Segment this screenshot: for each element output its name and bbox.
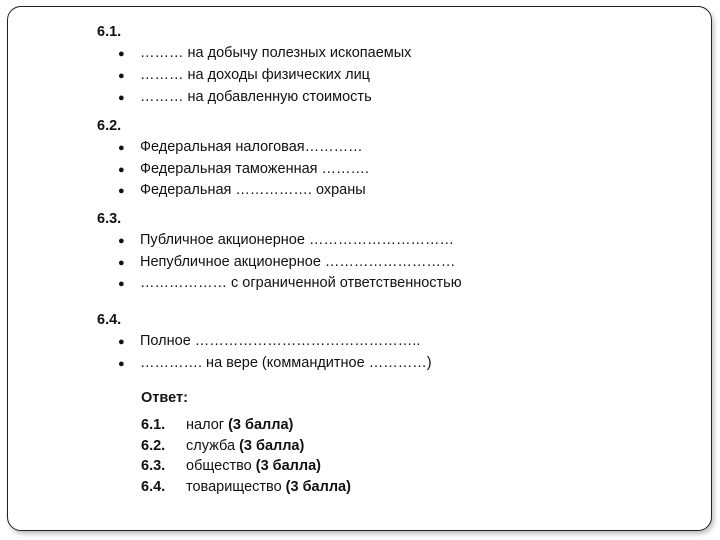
item-text: Полное ……………………………………….. xyxy=(140,333,421,349)
bullet-icon: ● xyxy=(118,164,125,176)
item-text: Федеральная налоговая………… xyxy=(140,139,363,155)
answer-points: (3 балла) xyxy=(228,417,294,433)
answer-points: (3 балла) xyxy=(255,458,321,474)
answer-row xyxy=(141,417,293,433)
bullet-icon: ● xyxy=(118,48,125,60)
list-item xyxy=(118,182,366,198)
item-text: Публичное акционерное ………………………… xyxy=(140,232,454,248)
item-text: ……… на добычу полезных ископаемых xyxy=(140,45,412,61)
list-item xyxy=(118,275,462,291)
item-text: ……………… с ограниченной ответственностью xyxy=(140,275,462,291)
answer-points: (3 балла) xyxy=(285,479,351,495)
list-item xyxy=(118,161,369,177)
bullet-icon: ● xyxy=(118,185,125,197)
list-item xyxy=(118,89,372,105)
section-heading: 6.3. xyxy=(97,211,122,227)
bullet-icon: ● xyxy=(118,358,125,370)
item-text: ……… на добавленную стоимость xyxy=(140,89,372,105)
list-item xyxy=(118,254,455,270)
bullet-icon: ● xyxy=(118,257,125,269)
item-text: …………. на вере (коммандитное …………) xyxy=(140,355,432,371)
bullet-icon: ● xyxy=(118,142,125,154)
list-item xyxy=(118,67,370,83)
section-heading: 6.4. xyxy=(97,312,122,328)
answer-number: 6.1. xyxy=(141,417,166,433)
answer-word: налог xyxy=(186,417,225,433)
answer-title: Ответ: xyxy=(141,390,188,406)
answer-word: общество xyxy=(186,458,252,474)
section-heading: 6.1. xyxy=(97,24,122,40)
answer-row xyxy=(141,479,351,495)
list-item xyxy=(118,139,363,155)
answer-word: товарищество xyxy=(186,479,282,495)
answer-word: служба xyxy=(186,438,236,454)
item-text: ……… на доходы физических лиц xyxy=(140,67,370,83)
item-text: Федеральная ……………. охраны xyxy=(140,182,366,198)
bullet-icon: ● xyxy=(118,235,125,247)
answer-number: 6.3. xyxy=(141,458,166,474)
item-text: Непубличное акционерное ……………………… xyxy=(140,254,456,270)
section-heading: 6.2. xyxy=(97,118,122,134)
answer-row xyxy=(141,458,321,474)
bullet-icon: ● xyxy=(118,70,125,82)
list-item xyxy=(118,232,454,248)
list-item xyxy=(118,333,420,349)
list-item xyxy=(118,355,432,371)
bullet-icon: ● xyxy=(118,278,125,290)
answer-points: (3 балла) xyxy=(239,438,305,454)
bullet-icon: ● xyxy=(118,336,125,348)
answer-row xyxy=(141,438,304,454)
bullet-icon: ● xyxy=(118,92,125,104)
item-text: Федеральная таможенная ………. xyxy=(140,161,370,177)
answer-number: 6.4. xyxy=(141,479,166,495)
answer-number: 6.2. xyxy=(141,438,166,454)
list-item xyxy=(118,45,411,61)
